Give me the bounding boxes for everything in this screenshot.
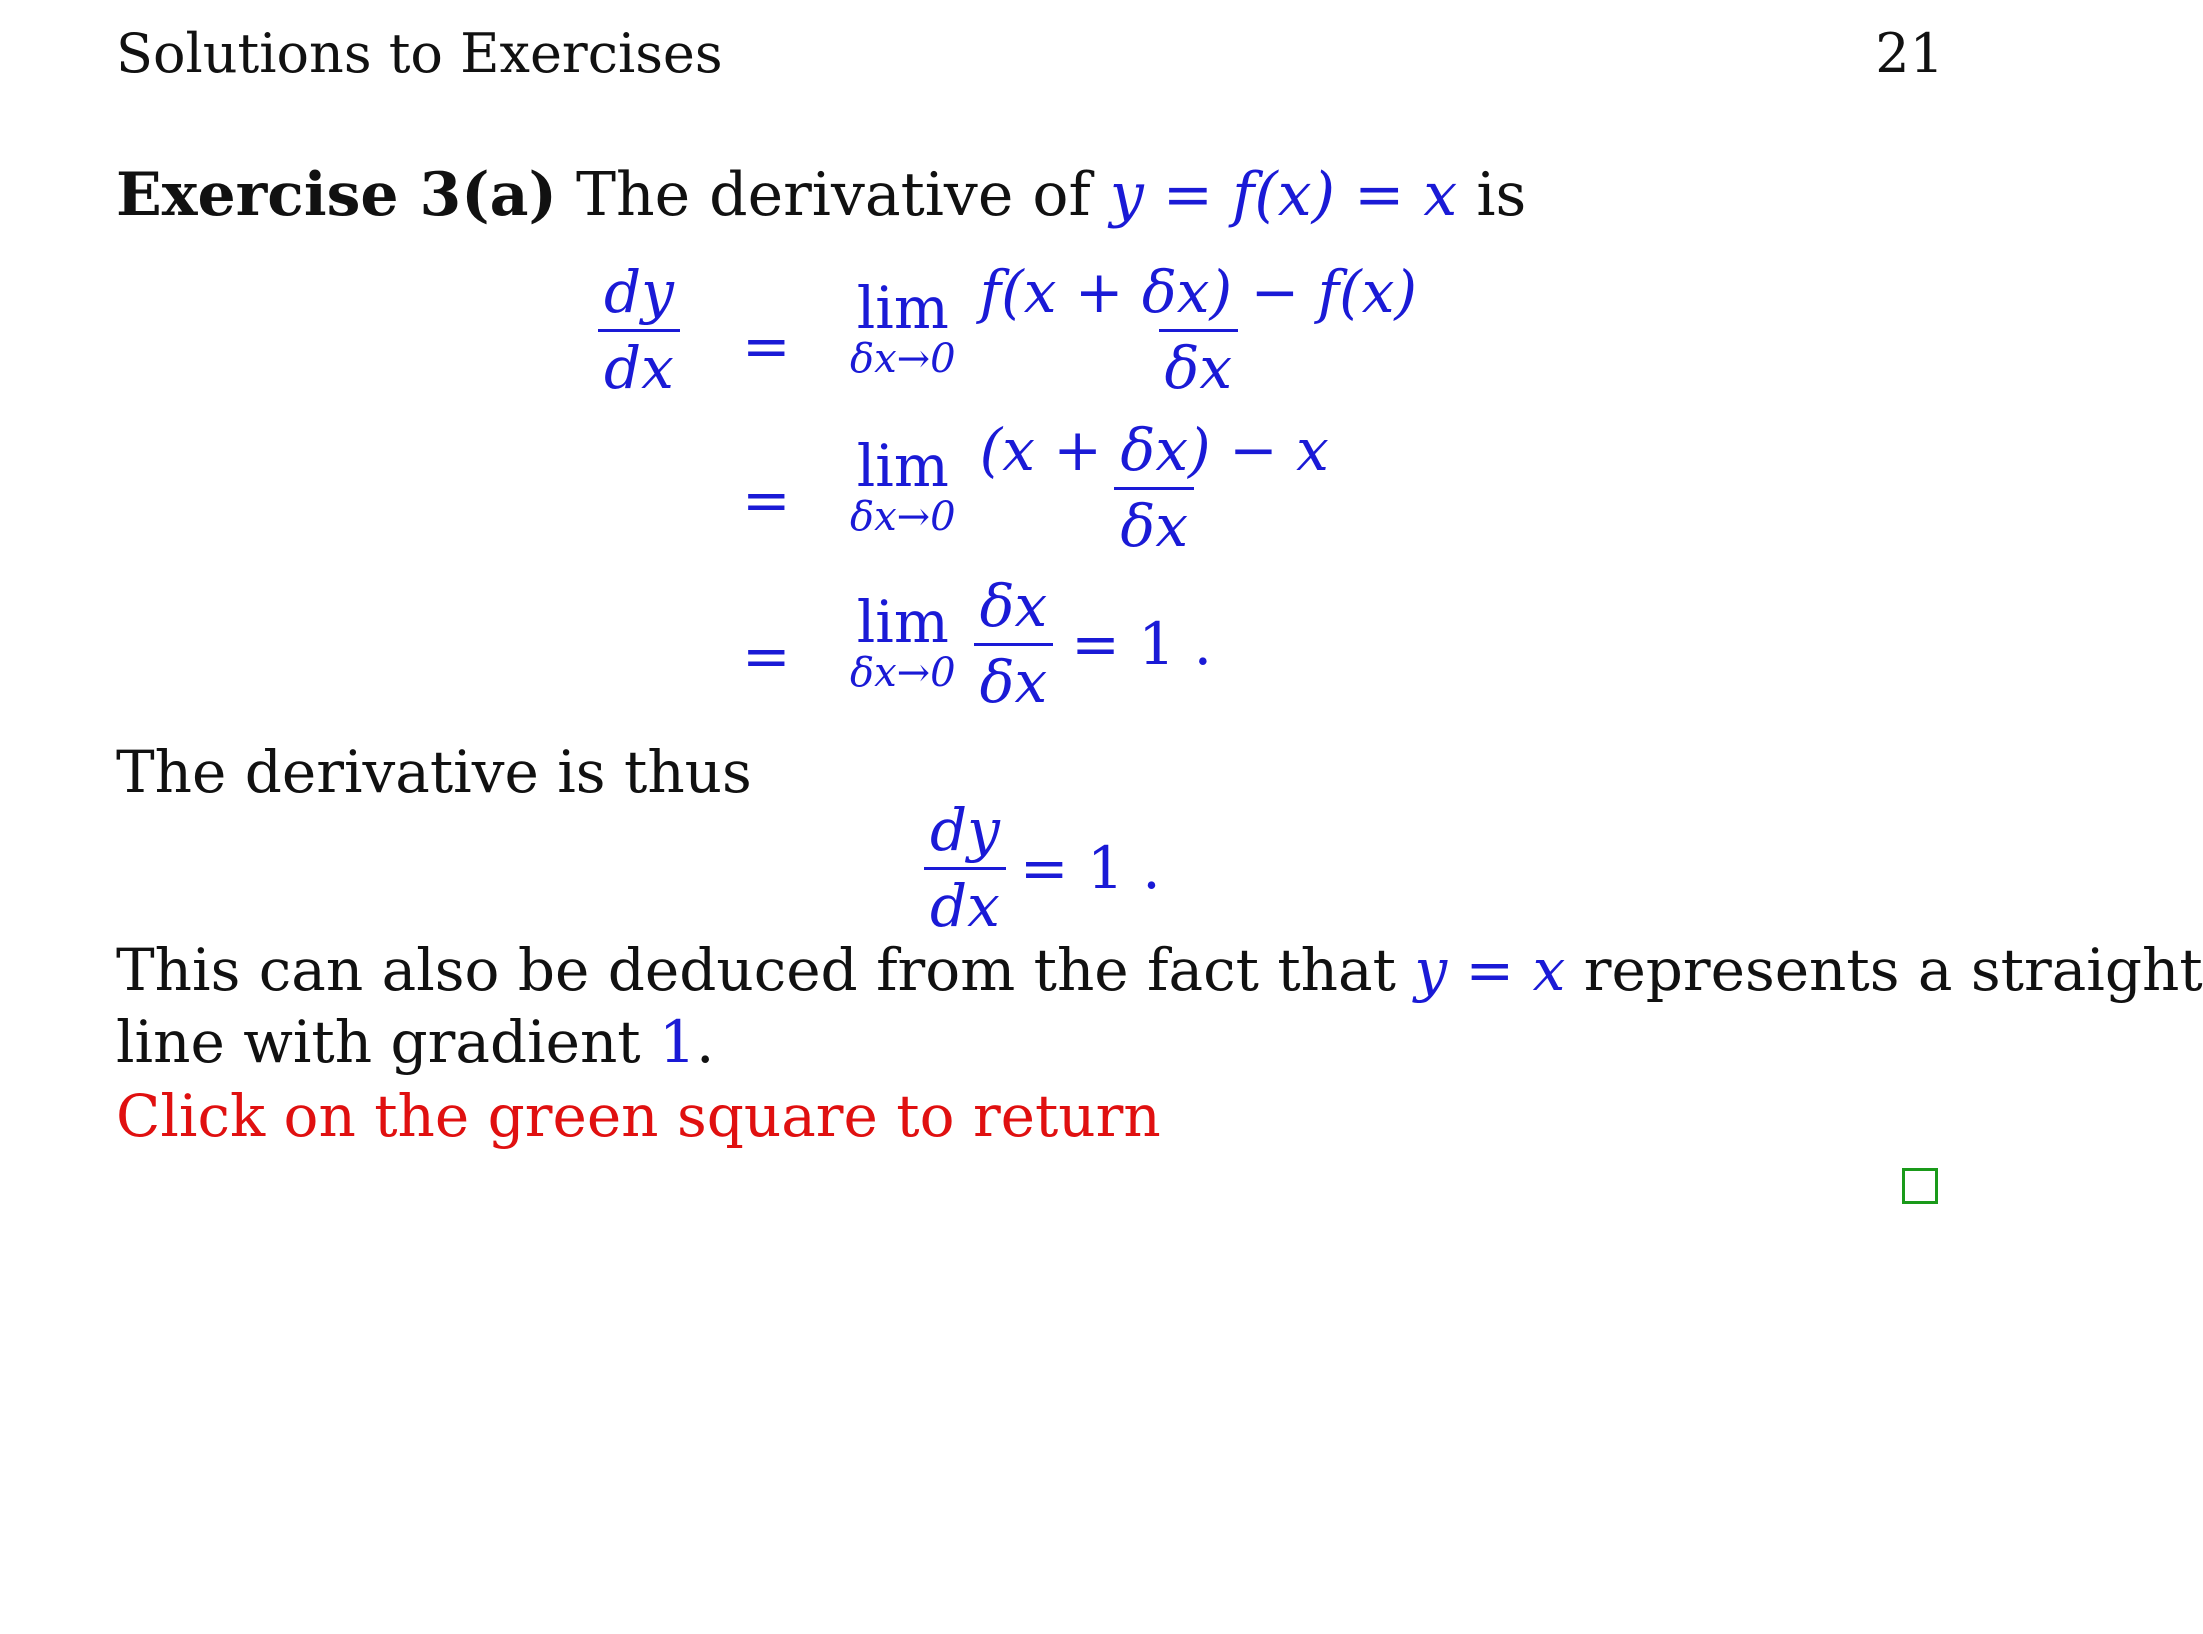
lhs-denominator: dx (598, 329, 680, 399)
limit-operator: lim δx→0 (850, 274, 956, 383)
exercise-intro-tail: is (1476, 160, 1527, 230)
function-expression: y = f(x) = x (1109, 160, 1458, 230)
row2-denominator: δx (1114, 487, 1194, 557)
line-equation: y = x (1414, 936, 1566, 1004)
page-number: 21 (1875, 22, 1944, 85)
derivation-row-1 (850, 258, 1423, 402)
exercise-statement (116, 160, 1526, 230)
row1-numerator: f(x + δx) − f(x) (979, 258, 1418, 326)
row3-result: = 1 . (1071, 610, 1213, 679)
running-header-title: Solutions to Exercises (116, 22, 723, 85)
row1-denominator: δx (1159, 329, 1239, 399)
row3-numerator: δx (979, 572, 1048, 640)
explanation-line-1: This can also be deduced from the fact that y = x represents a straight (116, 936, 2203, 1004)
row2-numerator: (x + δx) − x (979, 416, 1329, 484)
return-instruction-link[interactable]: Click on the green square to return (116, 1082, 1161, 1150)
row3-denominator: δx (974, 643, 1054, 713)
final-derivative (924, 796, 1161, 940)
equals-sign-row3: = (742, 622, 791, 690)
explanation-line-2: line with gradient 1. (116, 1008, 715, 1076)
limit-operator: lim δx→0 (850, 588, 956, 697)
exercise-label: Exercise 3(a) (116, 160, 557, 230)
exercise-intro-text: The derivative of (575, 160, 1091, 230)
derivation-row-3 (850, 572, 1213, 716)
limit-operator: lim δx→0 (850, 432, 956, 541)
final-numerator: dy (930, 796, 1000, 864)
lhs-numerator: dy (604, 258, 674, 326)
gradient-value: 1 (659, 1008, 696, 1076)
final-result: = 1 . (1019, 834, 1161, 903)
final-denominator: dx (924, 867, 1006, 937)
derivative-lhs (598, 258, 680, 402)
conclusion-text: The derivative is thus (116, 738, 752, 806)
equals-sign-row2: = (742, 466, 791, 534)
return-green-square-button[interactable] (1902, 1168, 1938, 1204)
equals-sign-row1: = (742, 312, 791, 380)
derivation-row-2 (850, 416, 1335, 560)
